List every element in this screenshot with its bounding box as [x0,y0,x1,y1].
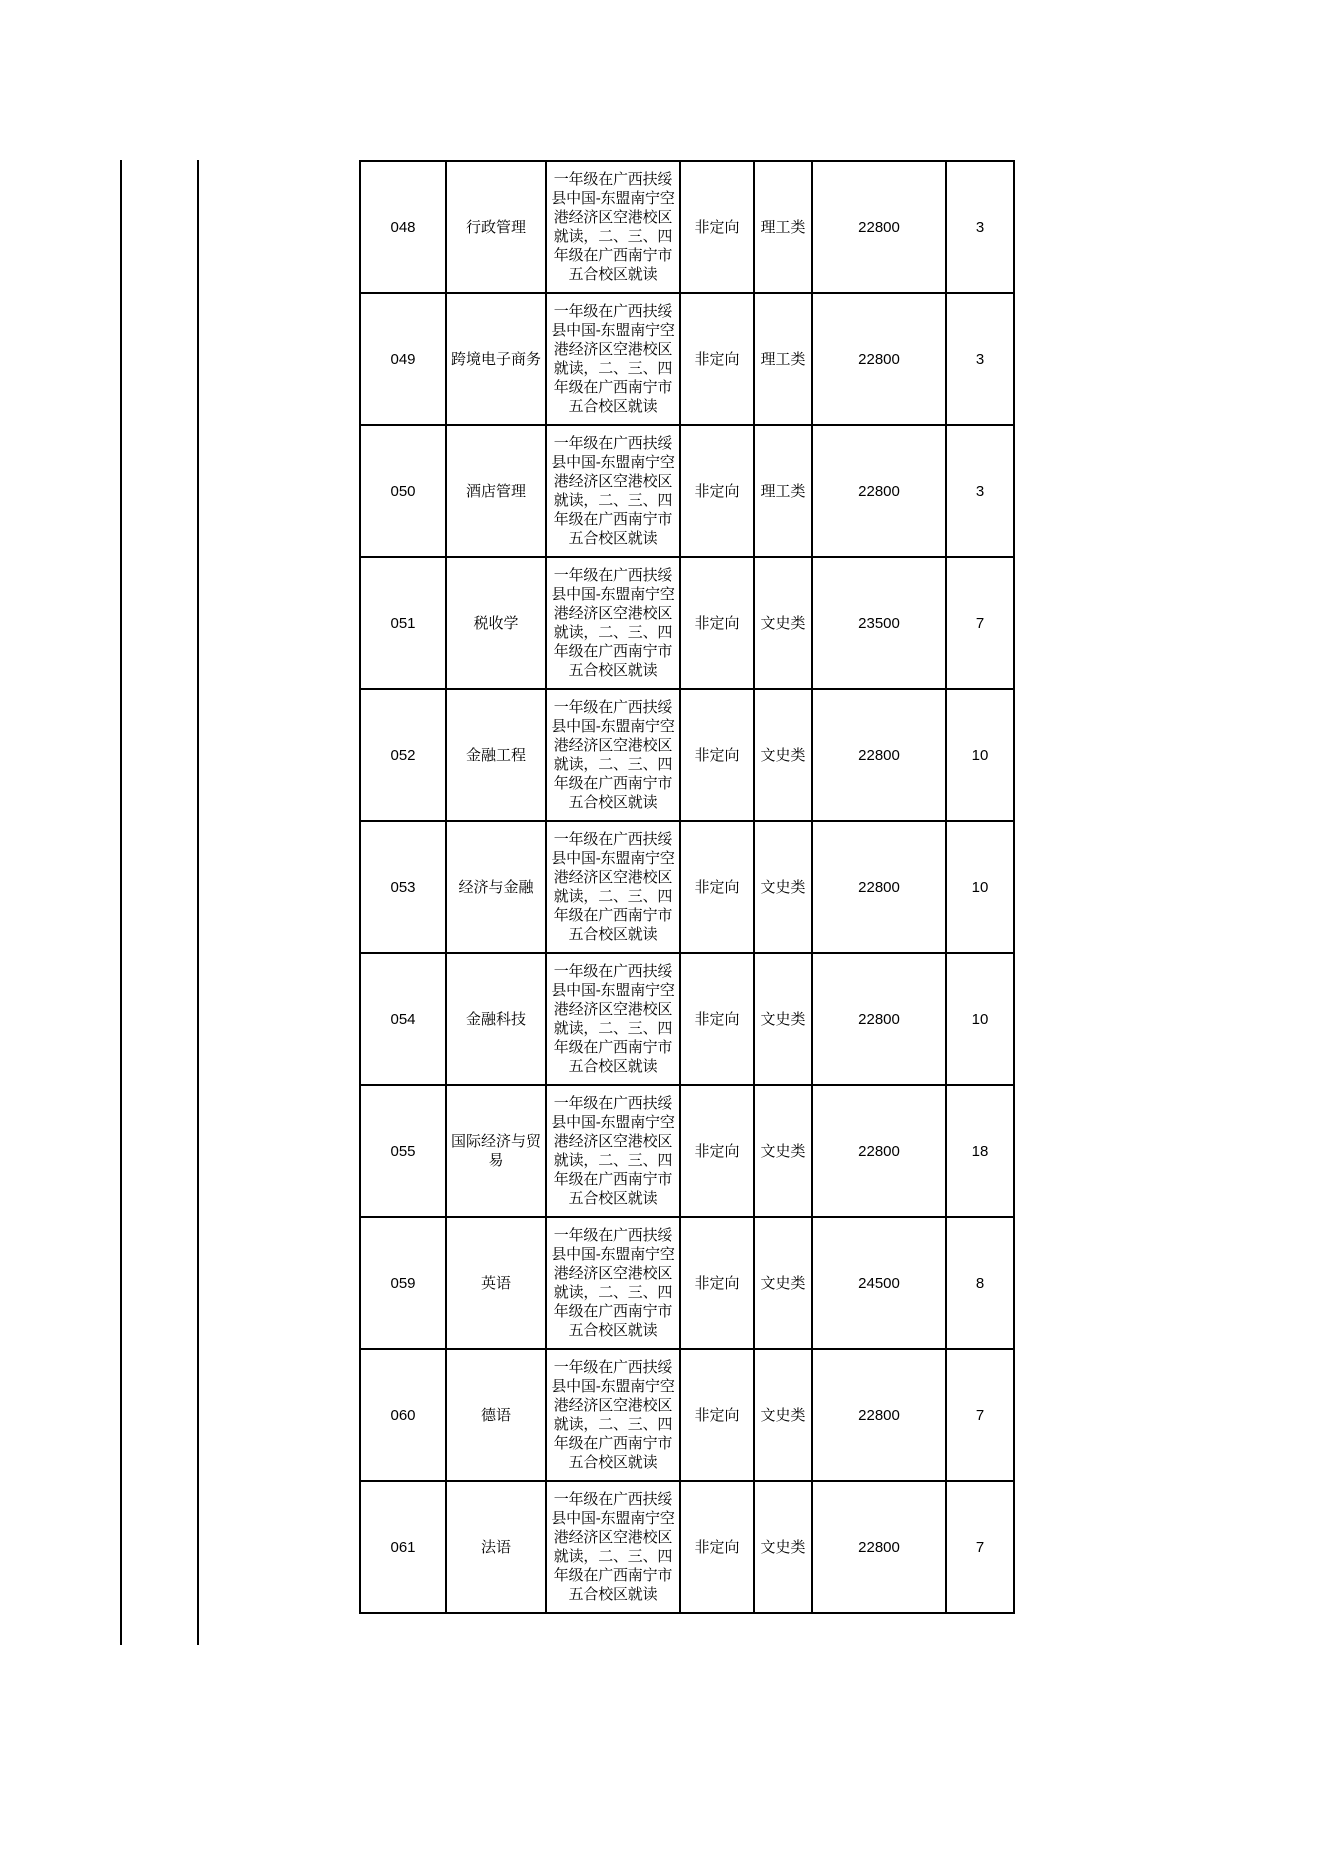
tuition-fee-cell: 22800 [812,161,946,293]
orientation-cell: 非定向 [680,821,754,953]
table-row [360,557,1014,689]
subject-category-cell: 理工类 [754,161,812,293]
table-row [360,425,1014,557]
subject-category-cell: 文史类 [754,1085,812,1217]
enrollment-count-cell: 10 [946,953,1014,1085]
major-code-cell: 059 [360,1217,446,1349]
tuition-fee-cell: 22800 [812,293,946,425]
major-name-cell: 行政管理 [446,161,546,293]
major-code-cell: 054 [360,953,446,1085]
tuition-fee-cell: 23500 [812,557,946,689]
tuition-fee-cell: 22800 [812,1481,946,1613]
subject-category-cell: 理工类 [754,425,812,557]
enrollment-count-cell: 7 [946,1349,1014,1481]
major-code-cell: 061 [360,1481,446,1613]
subject-category-cell: 文史类 [754,1481,812,1613]
campus-note-cell: 一年级在广西扶绥县中国-东盟南宁空港经济区空港校区就读，二、三、四年级在广西南宁市五合校区就读 [546,1481,680,1613]
enrollment-count-cell: 3 [946,425,1014,557]
campus-note-cell: 一年级在广西扶绥县中国-东盟南宁空港经济区空港校区就读，二、三、四年级在广西南宁市五合校区就读 [546,293,680,425]
table-row [360,821,1014,953]
table-row [360,1085,1014,1217]
campus-note-cell: 一年级在广西扶绥县中国-东盟南宁空港经济区空港校区就读，二、三、四年级在广西南宁市五合校区就读 [546,557,680,689]
campus-note-cell: 一年级在广西扶绥县中国-东盟南宁空港经济区空港校区就读，二、三、四年级在广西南宁市五合校区就读 [546,161,680,293]
subject-category-cell: 文史类 [754,557,812,689]
campus-note-cell: 一年级在广西扶绥县中国-东盟南宁空港经济区空港校区就读，二、三、四年级在广西南宁市五合校区就读 [546,1349,680,1481]
campus-note-cell: 一年级在广西扶绥县中国-东盟南宁空港经济区空港校区就读，二、三、四年级在广西南宁市五合校区就读 [546,689,680,821]
major-code-cell: 052 [360,689,446,821]
orientation-cell: 非定向 [680,1349,754,1481]
major-code-cell: 055 [360,1085,446,1217]
subject-category-cell: 文史类 [754,1349,812,1481]
merged-column-divider [197,160,199,1645]
major-code-cell: 053 [360,821,446,953]
orientation-cell: 非定向 [680,1085,754,1217]
tuition-fee-cell: 22800 [812,1349,946,1481]
major-name-cell: 跨境电子商务 [446,293,546,425]
tuition-fee-cell: 24500 [812,1217,946,1349]
enrollment-count-cell: 3 [946,293,1014,425]
tuition-fee-cell: 22800 [812,689,946,821]
campus-note-cell: 一年级在广西扶绥县中国-东盟南宁空港经济区空港校区就读，二、三、四年级在广西南宁市五合校区就读 [546,1085,680,1217]
subject-category-cell: 文史类 [754,689,812,821]
orientation-cell: 非定向 [680,161,754,293]
orientation-cell: 非定向 [680,425,754,557]
table-body [360,161,1014,1613]
orientation-cell: 非定向 [680,557,754,689]
subject-category-cell: 理工类 [754,293,812,425]
major-name-cell: 英语 [446,1217,546,1349]
tuition-fee-cell: 22800 [812,425,946,557]
table-row [360,689,1014,821]
table-row [360,161,1014,293]
subject-category-cell: 文史类 [754,821,812,953]
major-name-cell: 经济与金融 [446,821,546,953]
tuition-fee-cell: 22800 [812,1085,946,1217]
major-name-cell: 法语 [446,1481,546,1613]
table-row [360,953,1014,1085]
major-name-cell: 金融工程 [446,689,546,821]
campus-note-cell: 一年级在广西扶绥县中国-东盟南宁空港经济区空港校区就读，二、三、四年级在广西南宁市五合校区就读 [546,425,680,557]
major-name-cell: 德语 [446,1349,546,1481]
major-code-cell: 048 [360,161,446,293]
enrollment-count-cell: 7 [946,557,1014,689]
enrollment-count-cell: 8 [946,1217,1014,1349]
left-border-line [120,160,122,1645]
campus-note-cell: 一年级在广西扶绥县中国-东盟南宁空港经济区空港校区就读，二、三、四年级在广西南宁市五合校区就读 [546,1217,680,1349]
enrollment-count-cell: 7 [946,1481,1014,1613]
enrollment-count-cell: 10 [946,689,1014,821]
major-code-cell: 050 [360,425,446,557]
table-row [360,293,1014,425]
table-row [360,1217,1014,1349]
enrollment-count-cell: 18 [946,1085,1014,1217]
campus-note-cell: 一年级在广西扶绥县中国-东盟南宁空港经济区空港校区就读，二、三、四年级在广西南宁市五合校区就读 [546,821,680,953]
major-name-cell: 酒店管理 [446,425,546,557]
subject-category-cell: 文史类 [754,1217,812,1349]
orientation-cell: 非定向 [680,293,754,425]
tuition-fee-cell: 22800 [812,821,946,953]
campus-note-cell: 一年级在广西扶绥县中国-东盟南宁空港经济区空港校区就读，二、三、四年级在广西南宁市五合校区就读 [546,953,680,1085]
enrollment-count-cell: 10 [946,821,1014,953]
table-row [360,1349,1014,1481]
table-row [360,1481,1014,1613]
major-name-cell: 国际经济与贸易 [446,1085,546,1217]
major-code-cell: 049 [360,293,446,425]
enrollment-table [359,160,1015,1614]
orientation-cell: 非定向 [680,1217,754,1349]
orientation-cell: 非定向 [680,1481,754,1613]
major-code-cell: 060 [360,1349,446,1481]
major-name-cell: 金融科技 [446,953,546,1085]
major-code-cell: 051 [360,557,446,689]
tuition-fee-cell: 22800 [812,953,946,1085]
major-name-cell: 税收学 [446,557,546,689]
enrollment-count-cell: 3 [946,161,1014,293]
orientation-cell: 非定向 [680,689,754,821]
orientation-cell: 非定向 [680,953,754,1085]
subject-category-cell: 文史类 [754,953,812,1085]
